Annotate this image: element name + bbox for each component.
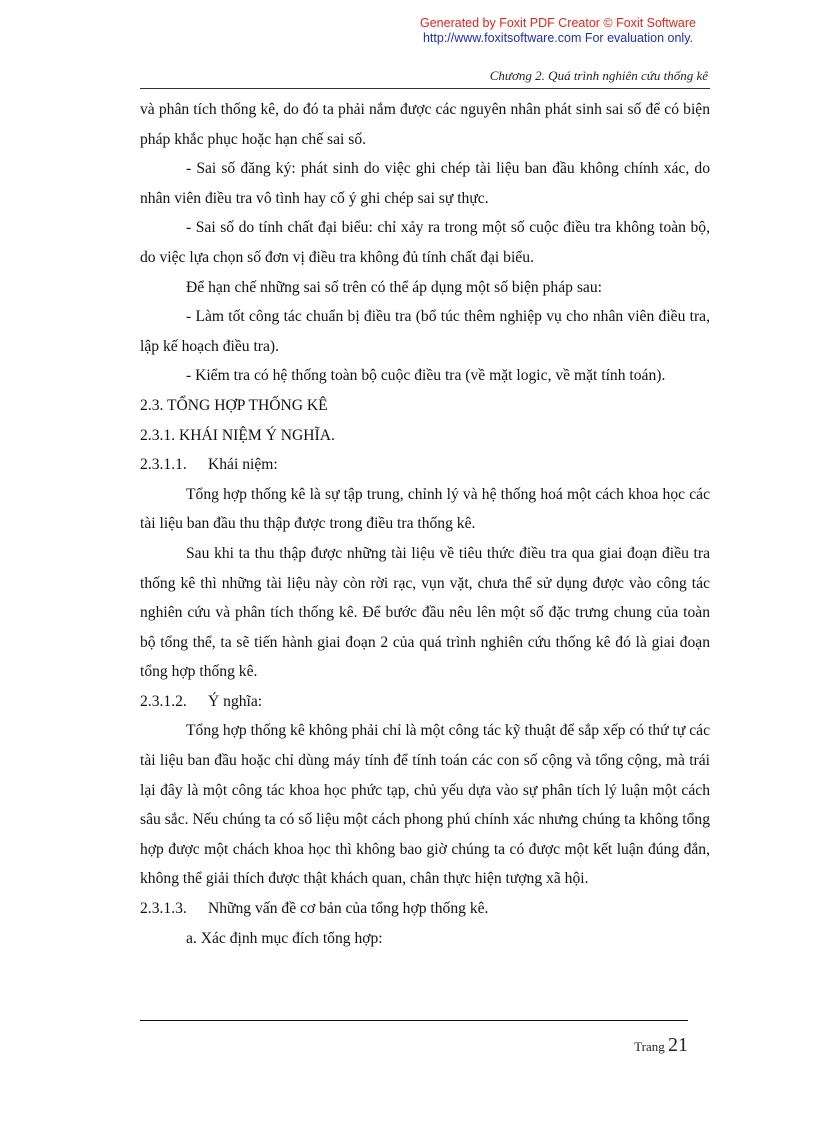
- section-heading-2-3-1-3: [140, 894, 710, 924]
- page-number: [634, 1034, 688, 1057]
- footer-divider: [140, 1020, 688, 1021]
- heading-number: 2.3.1.2.: [140, 692, 187, 710]
- paragraph-measures-intro: Để hạn chế những sai số trên có thể áp dụng một số biện pháp sau:: [186, 278, 602, 296]
- heading-title: Ý nghĩa:: [208, 692, 263, 710]
- paragraph-registration-error: - Sai số đăng ký: phát sinh do việc ghi chép tài liệu ban đầu không chính xác, do nhân viên điều tra vô tình hay cố ý ghi chép sai sự thực.: [140, 160, 710, 207]
- paragraph-purpose: a. Xác định mục đích tổng hợp:: [186, 929, 383, 947]
- page-body: [140, 95, 710, 953]
- section-heading-2-3: 2.3. TỔNG HỢP THỐNG KÊ: [140, 396, 328, 414]
- paragraph-definition: Tổng hợp thống kê là sự tập trung, chỉnh lý và hệ thống hoá một cách khoa học các tài liệu ban đầu thu thập được trong điều tra thống kê.: [140, 485, 710, 533]
- paragraph-stage-two: Sau khi ta thu thập được những tài liệu về tiêu thức điều tra qua giai đoạn điều tra thống kê thì những tài liệu này còn rời rạc, vụn vặt, chưa thể sử dụng được vào công tác nghiên cứu và phân tích thống kê. Để bước đầu nêu lên một số đặc trưng chung của toàn bộ tổng thể, ta sẽ tiến hành giai đoạn 2 của quá trình nghiên cứu thống kê đó là giai đoạn tổng hợp thống kê.: [140, 544, 710, 681]
- heading-title: Những vấn đề cơ bản của tổng hợp thống kê.: [208, 900, 489, 918]
- section-heading-2-3-1-2: [140, 687, 710, 717]
- paragraph-continued: và phân tích thống kê, do đó ta phải nắm được các nguyên nhân phát sinh sai số để có biện pháp khắc phục hoặc hạn chế sai số.: [140, 101, 710, 148]
- heading-number: 2.3.1.1.: [140, 456, 187, 474]
- section-heading-2-3-1-1: [140, 450, 710, 480]
- page-label: Trang: [634, 1039, 665, 1054]
- page-number-value: 21: [668, 1034, 688, 1056]
- paragraph-significance: Tổng hợp thống kê không phải chỉ là một công tác kỹ thuật để sắp xếp có thứ tự các tài liệu ban đầu hoặc chỉ dùng máy tính để tính toán các con số cộng và tổng cộng, mà trái lại đây là một công tác khoa học phức tạp, chủ yếu dựa vào sự phân tích lý luận một cách sâu sắc. Nếu chúng ta có số liệu một cách phong phú chính xác nhưng chúng ta không tổng hợp được một chách khoa học thì không bao giờ chúng ta có được một kết luận đúng đắn, không thể giải thích được thật khách quan, chân thực hiện tượng xã hội.: [140, 722, 710, 888]
- paragraph-measure-inspection: - Kiểm tra có hệ thống toàn bộ cuộc điều tra (về mặt logic, về mặt tính toán).: [186, 367, 666, 385]
- pdf-watermark: [408, 16, 708, 46]
- section-heading-2-3-1: 2.3.1. KHÁI NIỆM Ý NGHĨA.: [140, 426, 335, 444]
- watermark-line-1: Generated by Foxit PDF Creator © Foxit Software: [420, 16, 696, 30]
- watermark-line-2: http://www.foxitsoftware.com For evaluation only.: [422, 31, 694, 45]
- paragraph-measure-preparation: - Làm tốt công tác chuẩn bị điều tra (bổ túc thêm nghiệp vụ cho nhân viên điều tra, lập kế hoạch điều tra).: [140, 308, 710, 355]
- running-header: Chương 2. Quá trình nghiên cứu thống kê: [489, 68, 708, 83]
- heading-number: 2.3.1.3.: [140, 900, 187, 918]
- heading-title: Khái niệm:: [208, 456, 278, 474]
- paragraph-representative-error: - Sai số do tính chất đại biểu: chỉ xảy ra trong một số cuộc điều tra không toàn bộ, do việc lựa chọn số đơn vị điều tra không đủ tính chất đại biểu.: [140, 219, 710, 266]
- header-divider: [140, 88, 710, 89]
